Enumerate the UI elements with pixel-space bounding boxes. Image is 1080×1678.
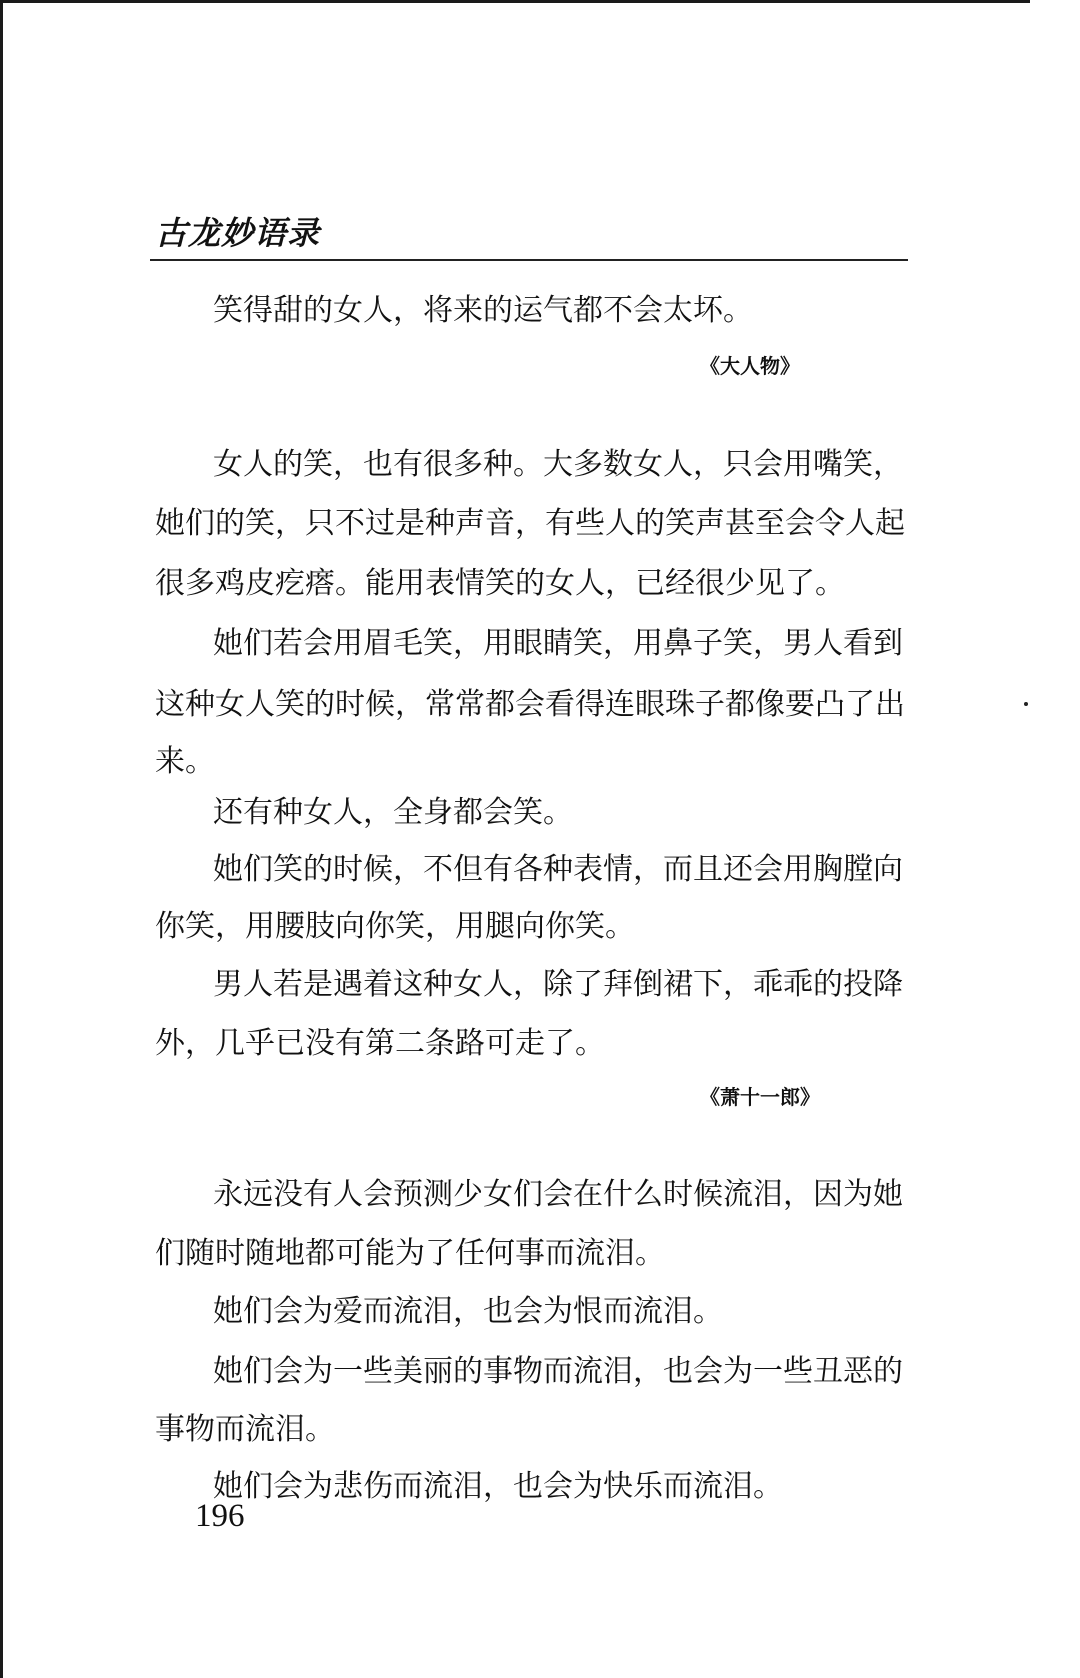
entry-2-line-9: 你笑，用腰肢向你笑，用腿向你笑。 [155,909,635,944]
running-header-title: 古龙妙语录 [155,214,321,252]
scan-top-edge [0,0,1030,3]
entry-2-line-3: 很多鸡皮疙瘩。能用表情笑的女人，已经很少见了。 [155,566,845,601]
scan-left-edge [0,0,3,1678]
header-rule [150,259,908,261]
entry-2-line-6: 来。 [155,744,215,779]
entry-2-line-8: 她们笑的时候，不但有各种表情，而且还会用胸膛向 [213,852,903,887]
entry-2-line-10: 男人若是遇着这种女人，除了拜倒裙下，乖乖的投降 [213,967,903,1002]
entry-2-line-11: 外，几乎已没有第二条路可走了。 [155,1026,605,1061]
page-number: 196 [195,1498,245,1534]
entry-2-line-1: 女人的笑，也有很多种。大多数女人，只会用嘴笑， [213,447,903,482]
entry-1-source: 《大人物》 [700,354,800,378]
entry-3-line-6: 她们会为悲伤而流泪，也会为快乐而流泪。 [213,1469,783,1504]
entry-3-line-2: 们随时随地都可能为了任何事而流泪。 [155,1236,665,1271]
entry-2-line-5: 这种女人笑的时候，常常都会看得连眼珠子都像要凸了出 [155,687,905,722]
entry-3-line-4: 她们会为一些美丽的事物而流泪，也会为一些丑恶的 [213,1354,903,1389]
entry-3-line-1: 永远没有人会预测少女们会在什么时候流泪，因为她 [213,1177,903,1212]
scan-speck [1024,702,1028,706]
entry-2-line-7: 还有种女人，全身都会笑。 [213,795,573,830]
entry-3-line-3: 她们会为爱而流泪，也会为恨而流泪。 [213,1294,723,1329]
entry-2-source: 《萧十一郎》 [700,1085,820,1109]
entry-3-line-5: 事物而流泪。 [155,1412,335,1447]
entry-2-line-4: 她们若会用眉毛笑，用眼睛笑，用鼻子笑，男人看到 [213,626,903,661]
entry-2-line-2: 她们的笑，只不过是种声音，有些人的笑声甚至会令人起 [155,506,905,541]
entry-1-line-1: 笑得甜的女人，将来的运气都不会太坏。 [213,293,753,328]
